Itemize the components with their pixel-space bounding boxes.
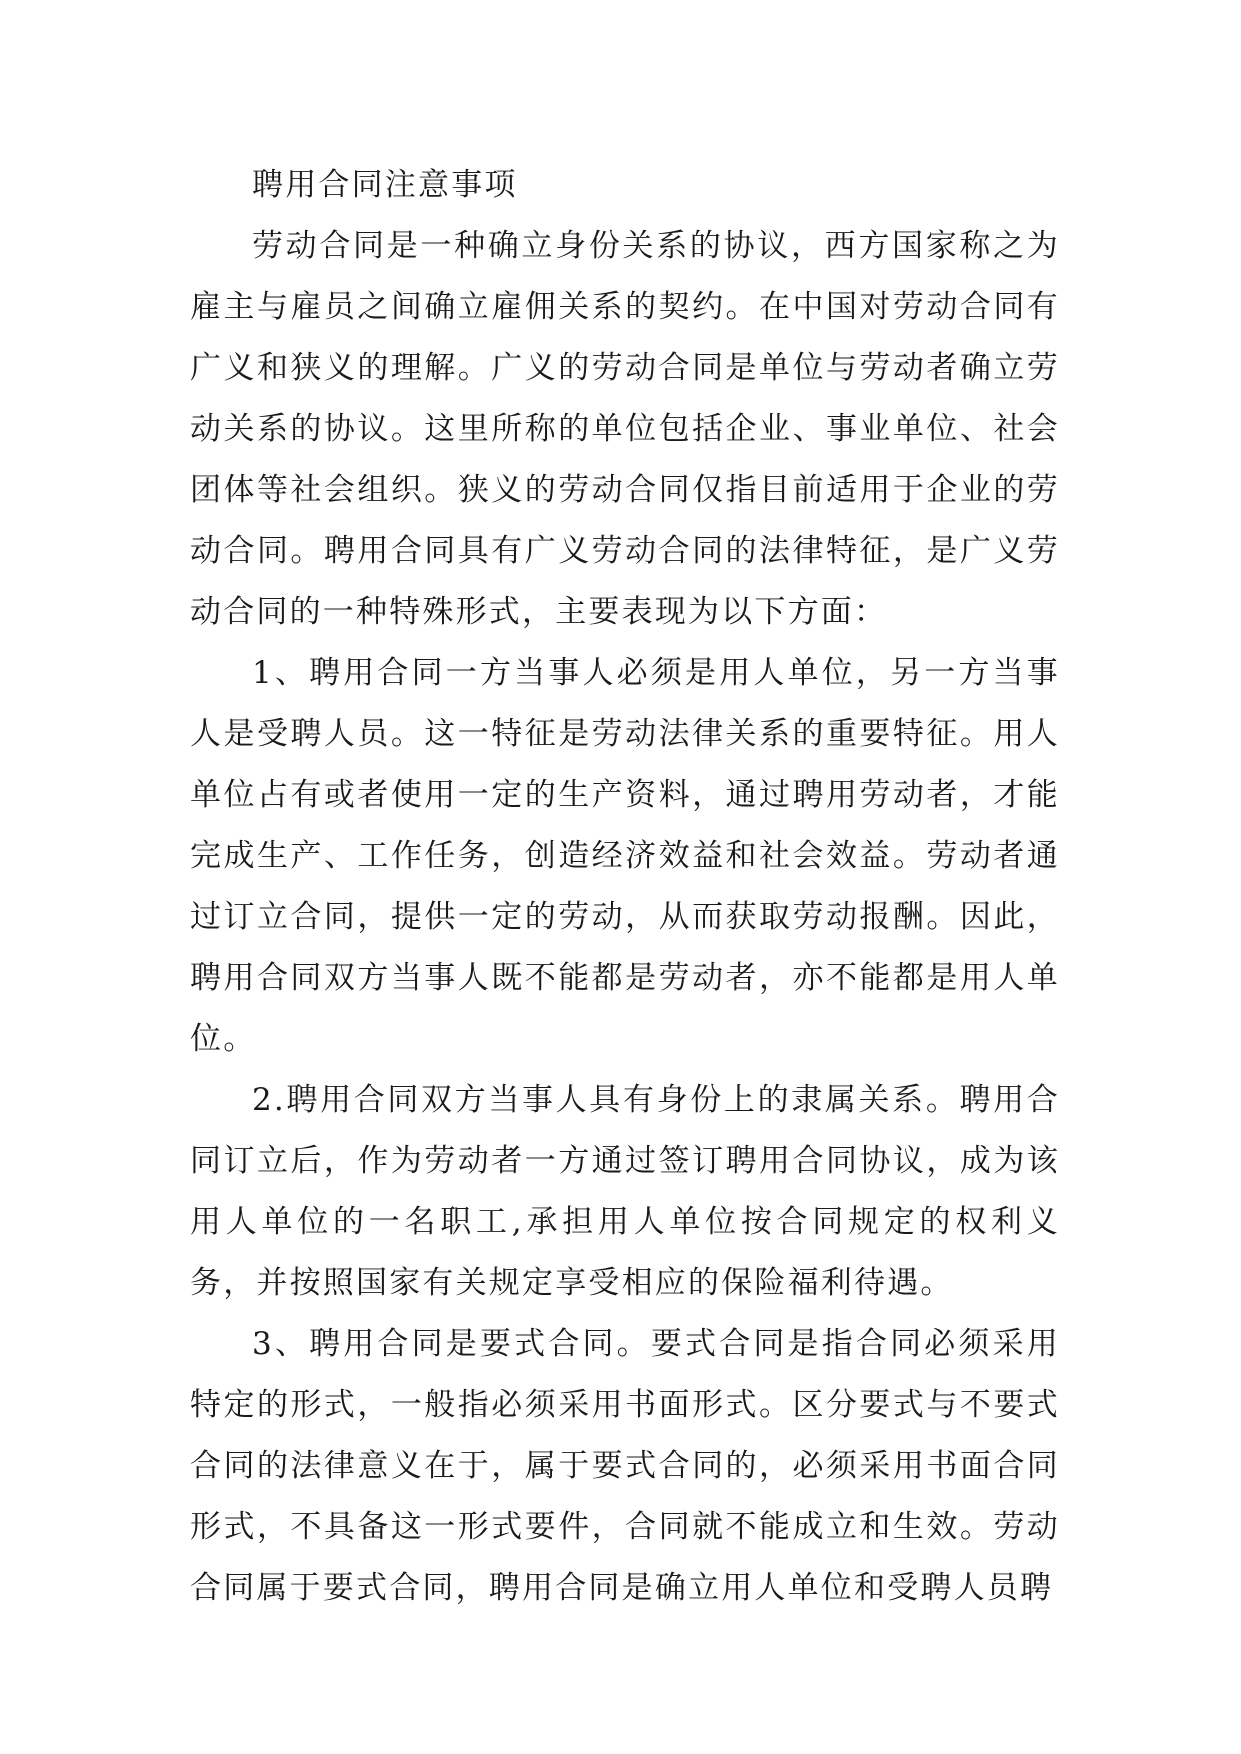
paragraph-item-3: 3、聘用合同是要式合同。要式合同是指合同必须采用特定的形式，一般指必须采用书面形式。区分要式与不要式合同的法律意义在于，属于要式合同的，必须采用书面合同形式，不具备这一形式要件，合同就不能成立和生效。劳动合同属于要式合同，聘用合同是确立用人单位和受聘人员聘 (190, 1326, 1060, 1606)
paragraph-item-2: 2.聘用合同双方当事人具有身份上的隶属关系。聘用合同订立后，作为劳动者一方通过签订聘用合同协议，成为该用人单位的一名职工,承担用人单位按合同规定的权利义务，并按照国家有关规定享受相应的保险福利待遇。 (190, 1082, 1060, 1301)
paragraph-item-1: 1、聘用合同一方当事人必须是用人单位，另一方当事人是受聘人员。这一特征是劳动法律关系的重要特征。用人单位占有或者使用一定的生产资料，通过聘用劳动者，才能完成生产、工作任务，创造经济效益和社会效益。劳动者通过订立合同，提供一定的劳动，从而获取劳动报酬。因此，聘用合同双方当事人既不能都是劳动者，亦不能都是用人单位。 (190, 655, 1060, 1057)
document-page (190, 155, 1060, 1619)
document-title: 聘用合同注意事项 (252, 167, 518, 203)
paragraph-intro: 劳动合同是一种确立身份关系的协议，西方国家称之为雇主与雇员之间确立雇佣关系的契约。在中国对劳动合同有广义和狭义的理解。广义的劳动合同是单位与劳动者确立劳动关系的协议。这里所称的单位包括企业、事业单位、社会团体等社会组织。狭义的劳动合同仅指目前适用于企业的劳动合同。聘用合同具有广义劳动合同的法律特征，是广义劳动合同的一种特殊形式，主要表现为以下方面： (190, 228, 1060, 630)
